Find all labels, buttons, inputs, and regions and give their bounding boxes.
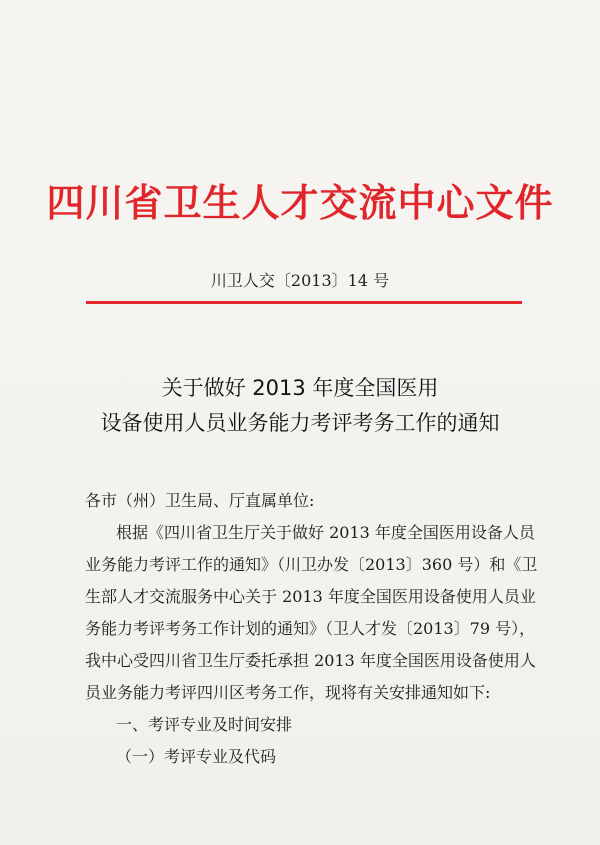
red-divider (86, 301, 522, 304)
paragraph-line: 员业务能力考评四川区考务工作，现将有关安排通知如下: (85, 683, 491, 702)
document-number: 川卫人交〔2013〕14 号 (210, 271, 390, 290)
document-header: 四川省卫生人才交流中心文件 (46, 181, 554, 225)
notice-title-line-2: 设备使用人员业务能力考评考务工作的通知 (100, 411, 500, 435)
paragraph-line: 我中心受四川省卫生厅委托承担 2013 年度全国医用设备使用人 (85, 651, 536, 670)
paragraph-line: 务能力考评考务工作计划的通知》（卫人才发〔2013〕79 号）， (85, 619, 536, 638)
paragraph-line: 业务能力考评工作的通知》（川卫办发〔2013〕360 号）和《卫 (85, 555, 538, 574)
subsection-heading: （一）考评专业及代码 (116, 747, 277, 766)
notice-title-line-1: 关于做好 2013 年度全国医用 (161, 376, 439, 400)
paragraph-line: 根据《四川省卫生厅关于做好 2013 年度全国医用设备人员 (116, 523, 535, 542)
section-heading: 一、考评专业及时间安排 (116, 715, 293, 734)
paragraph-line: 生部人才交流服务中心关于 2013 年度全国医用设备使用人员业 (85, 587, 536, 606)
salutation: 各市（州）卫生局、厅直属单位: (85, 491, 315, 510)
